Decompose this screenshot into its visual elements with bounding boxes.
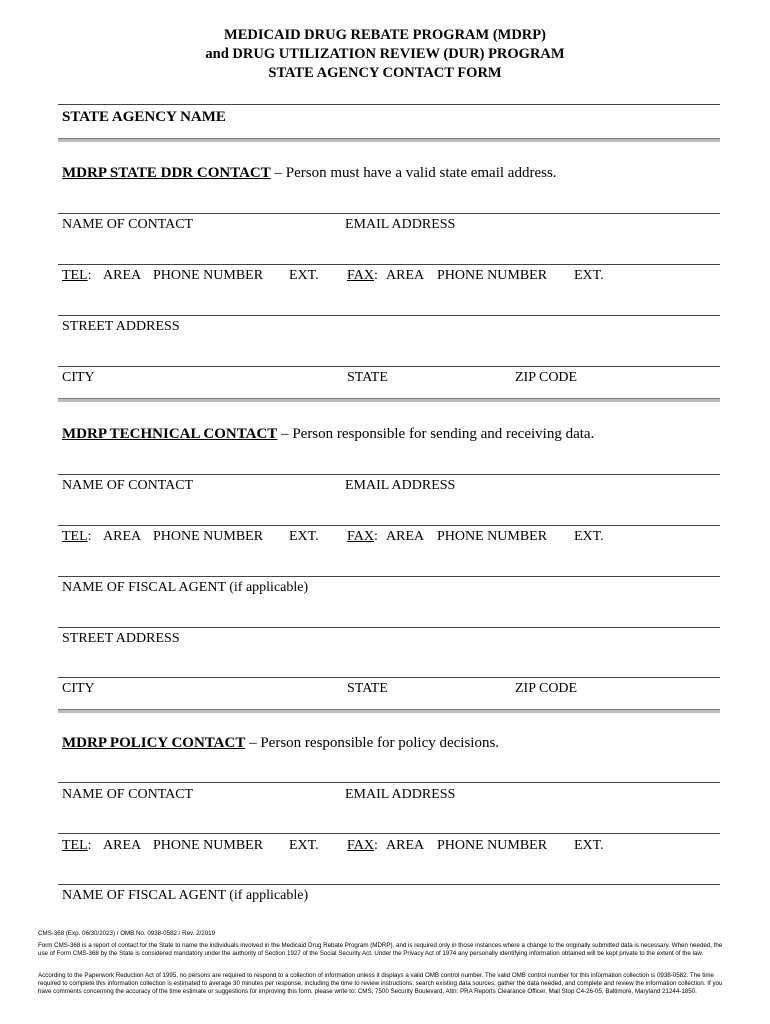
privacy-statement: Form CMS-368 is a report of contact for the State to name the individuals involved in the Medicaid Drug Rebate Program (MDRP), and is required only in those instances where a change to the originally submitted data is necessary. When needed, the use of Form CMS-368 by the State is considered mandatory under the authority of Section 1927 of the Social Security Act. Under the Privacy Act of 1974 any personally identifying information obtained will be kept private to the extent of the law.: [38, 942, 723, 957]
technical-fax-area: AREA: [386, 529, 425, 544]
form-title-line-1: MEDICAID DRUG REBATE PROGRAM (MDRP): [224, 27, 546, 43]
technical-state-field[interactable]: STATE: [347, 681, 388, 696]
colon: :: [373, 838, 378, 853]
rule: [58, 213, 720, 214]
fax-label: FAX: [347, 838, 374, 853]
rule: [58, 264, 720, 265]
colon: :: [373, 268, 378, 283]
form-identifier: CMS-368 (Exp. 06/30/2023) / OMB No. 0938-0582 / Rev. 2/2019: [38, 930, 216, 937]
section-divider-2: [58, 398, 720, 402]
ddr-zip-code-field[interactable]: ZIP CODE: [515, 370, 578, 385]
ddr-fax-ext: EXT.: [574, 268, 604, 283]
rule: [58, 782, 720, 783]
ddr-fax-area: AREA: [386, 268, 425, 283]
rule: [58, 627, 720, 628]
technical-fax-ext: EXT.: [574, 529, 604, 544]
ddr-tel-phone-number: PHONE NUMBER: [153, 268, 264, 283]
technical-section-heading: [62, 426, 594, 443]
policy-heading-text: MDRP POLICY CONTACT: [62, 735, 246, 751]
policy-name-of-contact-field[interactable]: NAME OF CONTACT: [62, 787, 194, 802]
fax-label: FAX: [347, 268, 374, 283]
fax-label: FAX: [347, 529, 374, 544]
technical-zip-code-field[interactable]: ZIP CODE: [515, 681, 578, 696]
policy-tel-phone-number: PHONE NUMBER: [153, 838, 264, 853]
form-title-line-2: and DRUG UTILIZATION REVIEW (DUR) PROGRAM: [205, 46, 565, 62]
rule-top: [58, 104, 720, 105]
rule: [58, 315, 720, 316]
policy-tel-area: AREA: [103, 838, 142, 853]
ddr-email-address-field[interactable]: EMAIL ADDRESS: [345, 217, 456, 232]
form-title-line-3: STATE AGENCY CONTACT FORM: [268, 65, 502, 81]
policy-fax-area: AREA: [386, 838, 425, 853]
technical-tel-ext: EXT.: [289, 529, 319, 544]
paperwork-reduction-statement: According to the Paperwork Reduction Act of 1995, no persons are required to respond to a collection of information unless it displays a valid OMB control number. The valid OMB control number for this information collection is 0938-0582. The time required to complete this information collection is estimated to average 30 minutes per response, including the time to review instructions, search existing data sources, gather the data needed, and complete and review the information collection. If you have comments concerning the accuracy of the time estimate or suggestions for improving this form, please write to: CMS, 7500 Security Boulevard, Attn: PRA Reports Clearance Officer, Mail Stop C4-26-05, Baltimore, Maryland 21244-1850.: [38, 972, 723, 995]
rule: [58, 884, 720, 885]
tel-label: TEL: [62, 268, 88, 283]
rule: [58, 474, 720, 475]
colon: :: [87, 268, 92, 283]
section-divider-3: [58, 709, 720, 713]
policy-tel-ext: EXT.: [289, 838, 319, 853]
ddr-fax-phone-number: PHONE NUMBER: [437, 268, 548, 283]
ddr-street-address-field[interactable]: STREET ADDRESS: [62, 319, 180, 334]
rule: [58, 525, 720, 526]
technical-name-of-contact-field[interactable]: NAME OF CONTACT: [62, 478, 194, 493]
technical-heading-desc: – Person responsible for sending and receiving data.: [277, 426, 595, 442]
colon: :: [87, 838, 92, 853]
colon: :: [373, 529, 378, 544]
technical-fiscal-agent-field[interactable]: NAME OF FISCAL AGENT (if applicable): [62, 580, 309, 595]
ddr-heading-text: MDRP STATE DDR CONTACT: [62, 165, 271, 181]
policy-tel-field[interactable]: [62, 838, 92, 854]
tel-label: TEL: [62, 529, 88, 544]
section-divider-1: [58, 138, 720, 142]
tel-label: TEL: [62, 838, 88, 853]
ddr-heading-desc: – Person must have a valid state email address.: [270, 165, 557, 181]
ddr-section-heading: [62, 165, 557, 182]
ddr-city-field[interactable]: CITY: [62, 370, 95, 385]
policy-section-heading: [62, 735, 499, 752]
policy-fax-phone-number: PHONE NUMBER: [437, 838, 548, 853]
policy-email-address-field[interactable]: EMAIL ADDRESS: [345, 787, 456, 802]
state-agency-name-label: STATE AGENCY NAME: [62, 109, 226, 125]
technical-heading-text: MDRP TECHNICAL CONTACT: [62, 426, 278, 442]
ddr-tel-area: AREA: [103, 268, 142, 283]
ddr-state-field[interactable]: STATE: [347, 370, 388, 385]
colon: :: [87, 529, 92, 544]
rule: [58, 576, 720, 577]
policy-fiscal-agent-field[interactable]: NAME OF FISCAL AGENT (if applicable): [62, 888, 309, 903]
policy-fax-field[interactable]: [347, 838, 378, 854]
technical-tel-area: AREA: [103, 529, 142, 544]
technical-fax-field[interactable]: [347, 529, 378, 545]
rule: [58, 366, 720, 367]
technical-tel-phone-number: PHONE NUMBER: [153, 529, 264, 544]
technical-street-address-field[interactable]: STREET ADDRESS: [62, 631, 180, 646]
ddr-tel-field[interactable]: [62, 268, 92, 284]
technical-email-address-field[interactable]: EMAIL ADDRESS: [345, 478, 456, 493]
technical-tel-field[interactable]: [62, 529, 92, 545]
technical-fax-phone-number: PHONE NUMBER: [437, 529, 548, 544]
policy-heading-desc: – Person responsible for policy decisions.: [245, 735, 500, 751]
technical-city-field[interactable]: CITY: [62, 681, 95, 696]
ddr-fax-field[interactable]: [347, 268, 378, 284]
ddr-name-of-contact-field[interactable]: NAME OF CONTACT: [62, 217, 194, 232]
rule: [58, 677, 720, 678]
ddr-tel-ext: EXT.: [289, 268, 319, 283]
rule: [58, 833, 720, 834]
policy-fax-ext: EXT.: [574, 838, 604, 853]
